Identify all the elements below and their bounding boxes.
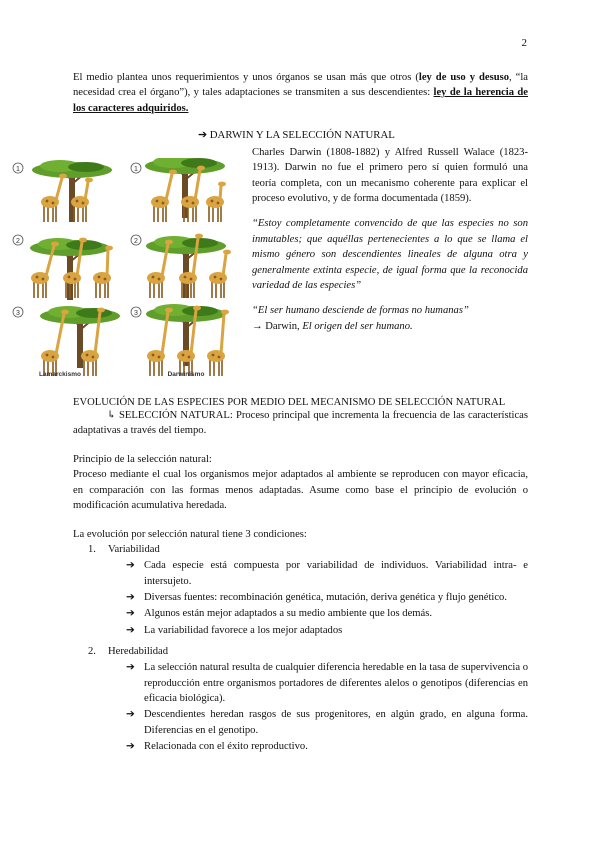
condition-1-title: Variabilidad: [108, 544, 160, 555]
list-item: ➔ Algunos están mejor adaptados a su medio ambiente que los demás.: [88, 606, 528, 621]
step-3-left: 3: [16, 310, 20, 317]
darwin-quote-1: “Estoy completamente convencido de que las especies no son inmutables; que aquéllas pertenecientes a lo que se llama el mismo género son descendientes lineales de alguna otra y generalmente extinta especie, de igual forma que la reconocida variedad de las especies”: [252, 218, 528, 291]
darwin-heading: ➔ DARWIN Y LA SELECCIÓN NATURAL: [198, 129, 395, 141]
arrow-icon: ➔: [126, 560, 135, 572]
intro-bold-1: ley de uso y desuso: [418, 72, 510, 83]
arrow-icon: ➔: [126, 592, 135, 604]
label-lamarckismo: Lamarckismo: [39, 371, 81, 378]
arrow-icon: ➔: [126, 709, 135, 721]
seleccion-label: SELECCIÓN NATURAL:: [119, 410, 233, 421]
condition-1-heading: [88, 542, 528, 557]
quote-2-source-title: El origen del ser humano.: [302, 320, 413, 332]
principio-block: [73, 452, 528, 513]
step-1-left: 1: [16, 166, 20, 173]
conditions-intro: La evolución por selección natural tiene 3 condiciones:: [73, 529, 307, 540]
giraffe-illustration-svg: [10, 158, 242, 380]
row-1: [10, 158, 242, 222]
list-item: ➔ La selección natural resulta de cualquier diferencia heredable en la tasa de supervivencia o reproducción entre organismos portadores de diferentes alelos o genotipos (diferencias en eficacia biológica).: [126, 662, 528, 705]
condition-2-title: Heredabilidad: [108, 646, 169, 657]
step-2-right: 2: [134, 238, 138, 245]
arrow-icon: ➔: [126, 662, 135, 674]
condition-2: [88, 644, 528, 756]
intro-bold-2: ley de la herencia de los caracteres adquiridos.: [73, 87, 529, 114]
list-item: ➔ Relacionada con el éxito reproductivo.: [88, 739, 528, 754]
arrow-icon: ➔: [126, 608, 135, 620]
seleccion-marker-icon: ↳: [107, 410, 116, 421]
condition-2-heading: [88, 644, 528, 659]
step-3-right: 3: [134, 310, 138, 317]
darwin-column: [252, 145, 528, 334]
list-item: ➔ Cada especie está compuesta por variabilidad de individuos. Variabilidad intra- e intersujeto.: [126, 560, 528, 587]
intro-paragraph: [73, 70, 528, 116]
step-1-right: 1: [134, 166, 138, 173]
section-title: EVOLUCIÓN DE LAS ESPECIES POR MEDIO DEL MECANISMO DE SELECCIÓN NATURAL: [73, 397, 506, 408]
intro-text-2: , “la necesidad crea el órgano”), y tales adaptaciones se transmiten a sus descendientes:: [73, 72, 529, 99]
condition-1: [88, 542, 528, 639]
row-2: [13, 234, 231, 300]
seleccion-natural-paragraph: [73, 408, 528, 439]
quote-2-source-prefix: → Darwin,: [252, 320, 303, 332]
list-item: ➔ Diversas fuentes: recombinación genética, mutación, deriva genética y flujo genético.: [88, 590, 528, 605]
step-2-left: 2: [16, 238, 20, 245]
row-3: [13, 304, 229, 376]
seleccion-text: Proceso principal que incrementa la frecuencia de las características adaptativas a través del tiempo.: [73, 410, 529, 437]
condition-2-number: 2.: [88, 646, 96, 657]
darwin-text: Charles Darwin (1808-1882) y Alfred Russell Walace (1823-1913). Darwin no fue el primero pero sí quien formuló una teoría completa, con un mecanismo coherente para explicar el proceso evolutivo, y de forma documentada (1859).: [252, 147, 528, 205]
principio-heading: Principio de la selección natural:: [73, 454, 212, 465]
condition-1-number: 1.: [88, 544, 96, 555]
list-item: ➔ La variabilidad favorece a los mejor adaptados: [88, 623, 528, 638]
arrow-icon: ➔: [126, 624, 135, 636]
giraffe-illustration: [10, 158, 242, 380]
page-number: 2: [521, 37, 527, 49]
principio-text: Proceso mediante el cual los organismos mejor adaptados al ambiente se reproducen con mayor eficacia, en comparación con las formas menos adaptadas. Asume como base el principio de evolución o modificación acumulativa heredada.: [73, 469, 528, 512]
arrow-icon: ➔: [126, 741, 135, 753]
list-item: ➔ Descendientes heredan rasgos de sus progenitores, en algún grado, en alguna forma. Diferencias en el genotipo.: [126, 709, 528, 736]
intro-text-1: El medio plantea unos requerimientos y unos órganos se usan más que otros (: [73, 72, 419, 83]
label-darwinismo: Darwinismo: [167, 371, 205, 378]
darwin-quote-2: “El ser humano desciende de formas no humanas”: [252, 305, 469, 317]
